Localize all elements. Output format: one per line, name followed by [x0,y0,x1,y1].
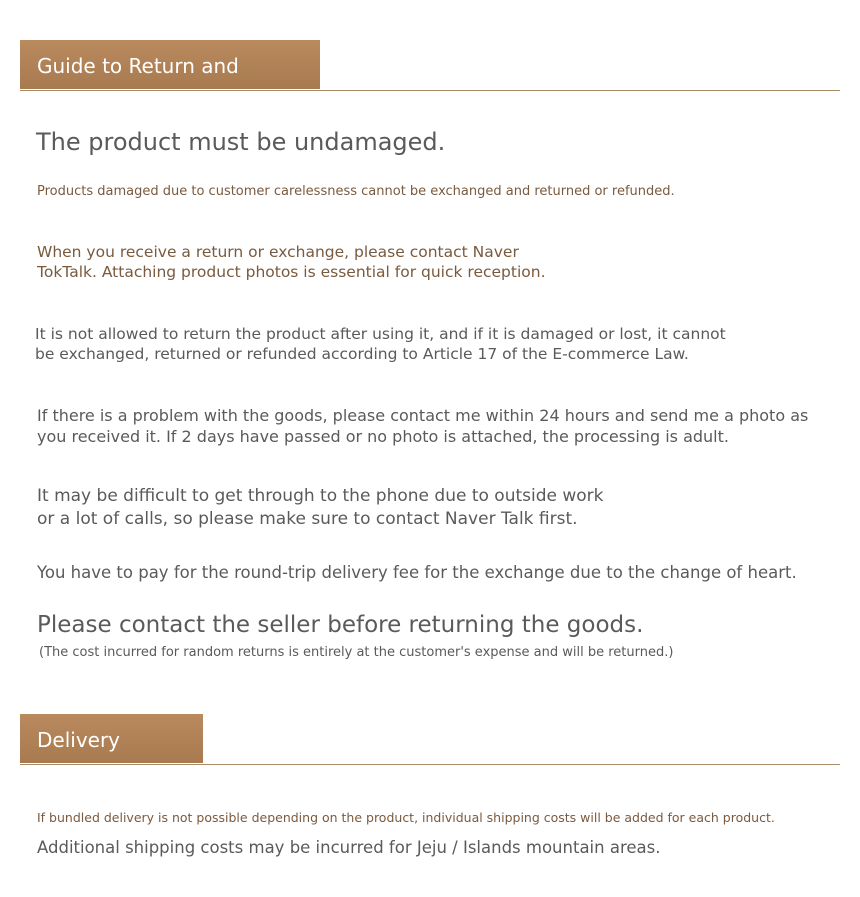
round-trip-fee-note: You have to pay for the round-trip delivery fee for the exchange due to the change of heart. [37,563,797,582]
delivery-notice-title: Delivery Notice [37,728,121,801]
phone-line-2: or a lot of calls, so please make sure to contact Naver Talk first. [37,509,578,529]
damaged-note: Products damaged due to customer carelessness cannot be exchanged and returned or refunded. [37,184,675,199]
phone-line-1: It may be difficult to get through to the phone due to outside work [37,486,604,506]
contact-line-2: TokTalk. Attaching product photos is essential for quick reception. [37,263,546,281]
return-exchange-title: Guide to Return and Exchange [37,54,239,127]
problem-line-1: If there is a problem with the goods, please contact me within 24 hours and send me a photo as [37,406,809,425]
delivery-notice-tab [20,714,203,801]
contact-paragraph [37,242,546,282]
islands-shipping-note: Additional shipping costs may be incurred for Jeju / Islands mountain areas. [37,838,661,857]
contact-line-1: When you receive a return or exchange, please contact Naver [37,243,519,261]
undamaged-heading: The product must be undamaged. [36,128,446,156]
bundled-delivery-note: If bundled delivery is not possible depending on the product, individual shipping costs will be added for each product. [37,810,775,825]
contact-seller-heading: Please contact the seller before returning the goods. [37,612,644,638]
return-exchange-tab [20,40,320,127]
problem-line-2: you received it. If 2 days have passed or no photo is attached, the processing is adult. [37,427,729,446]
problem-paragraph [37,405,808,447]
usage-line-1: It is not allowed to return the product after using it, and if it is damaged or lost, it cannot [35,325,726,343]
return-exchange-header [20,40,840,127]
return-cost-note: (The cost incurred for random returns is entirely at the customer's expense and will be returned.) [39,645,674,660]
phone-paragraph [37,485,604,531]
delivery-notice-header [20,714,840,801]
usage-line-2: be exchanged, returned or refunded according to Article 17 of the E-commerce Law. [35,345,689,363]
usage-paragraph [35,324,726,364]
